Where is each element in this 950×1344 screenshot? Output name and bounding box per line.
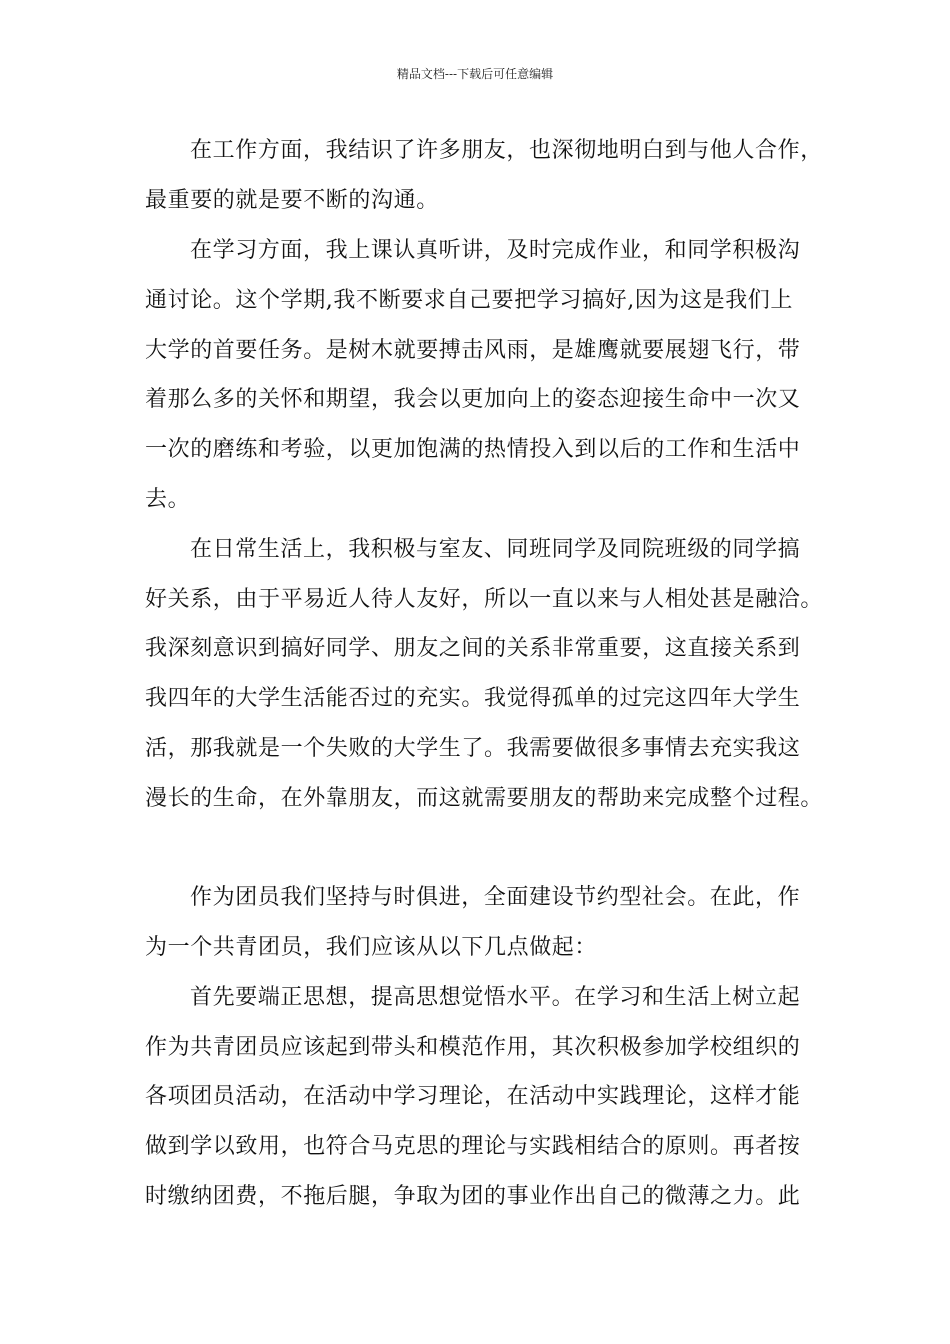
paragraph-line: 各项团员活动，在活动中学习理论，在活动中实践理论，这样才能	[145, 1084, 801, 1109]
paragraph-line: 作为团员我们坚持与时俱进，全面建设节约型社会。在此，作	[190, 885, 801, 910]
paragraph-line: 为一个共青团员，我们应该从以下几点做起：	[145, 935, 598, 960]
paragraph-line: 在工作方面，我结识了许多朋友，也深彻地明白到与他人合作，	[190, 138, 823, 163]
paragraph-line: 在学习方面，我上课认真听讲，及时完成作业，和同学积极沟	[190, 238, 801, 263]
paragraph-line: 好关系，由于平易近人待人友好，所以一直以来与人相处甚是融洽。	[145, 587, 824, 612]
paragraph-line: 在日常生活上，我积极与室友、同班同学及同院班级的同学搞	[190, 537, 801, 562]
paragraph-line: 通讨论。这个学期,我不断要求自己要把学习搞好,因为这是我们上	[145, 288, 793, 313]
paragraph-line: 活，那我就是一个失败的大学生了。我需要做很多事情去充实我这	[145, 736, 801, 761]
paragraph-line: 大学的首要任务。是树木就要搏击风雨，是雄鹰就要展翅飞行，带	[145, 338, 801, 363]
paragraph-line: 时缴纳团费，不拖后腿，争取为团的事业作出自己的微薄之力。此	[145, 1184, 801, 1209]
paragraph-line: 一次的磨练和考验，以更加饱满的热情投入到以后的工作和生活中	[145, 437, 801, 462]
paragraph-line: 着那么多的关怀和期望，我会以更加向上的姿态迎接生命中一次又	[145, 387, 801, 412]
page-header: 精品文档---下载后可任意编辑	[396, 67, 554, 81]
paragraph-line: 作为共青团员应该起到带头和模范作用，其次积极参加学校组织的	[145, 1035, 801, 1060]
paragraph-line: 漫长的生命，在外靠朋友，而这就需要朋友的帮助来完成整个过程。	[145, 786, 824, 811]
paragraph-line: 我四年的大学生活能否过的充实。我觉得孤单的过完这四年大学生	[145, 686, 801, 711]
paragraph-line: 首先要端正思想，提高思想觉悟水平。在学习和生活上树立起	[190, 985, 801, 1010]
paragraph-line: 最重要的就是要不断的沟通。	[145, 188, 439, 213]
paragraph-line: 做到学以致用，也符合马克思的理论与实践相结合的原则。再者按	[145, 1134, 801, 1159]
paragraph-line: 我深刻意识到搞好同学、朋友之间的关系非常重要，这直接关系到	[145, 636, 801, 661]
paragraph-line: 去。	[145, 487, 191, 512]
